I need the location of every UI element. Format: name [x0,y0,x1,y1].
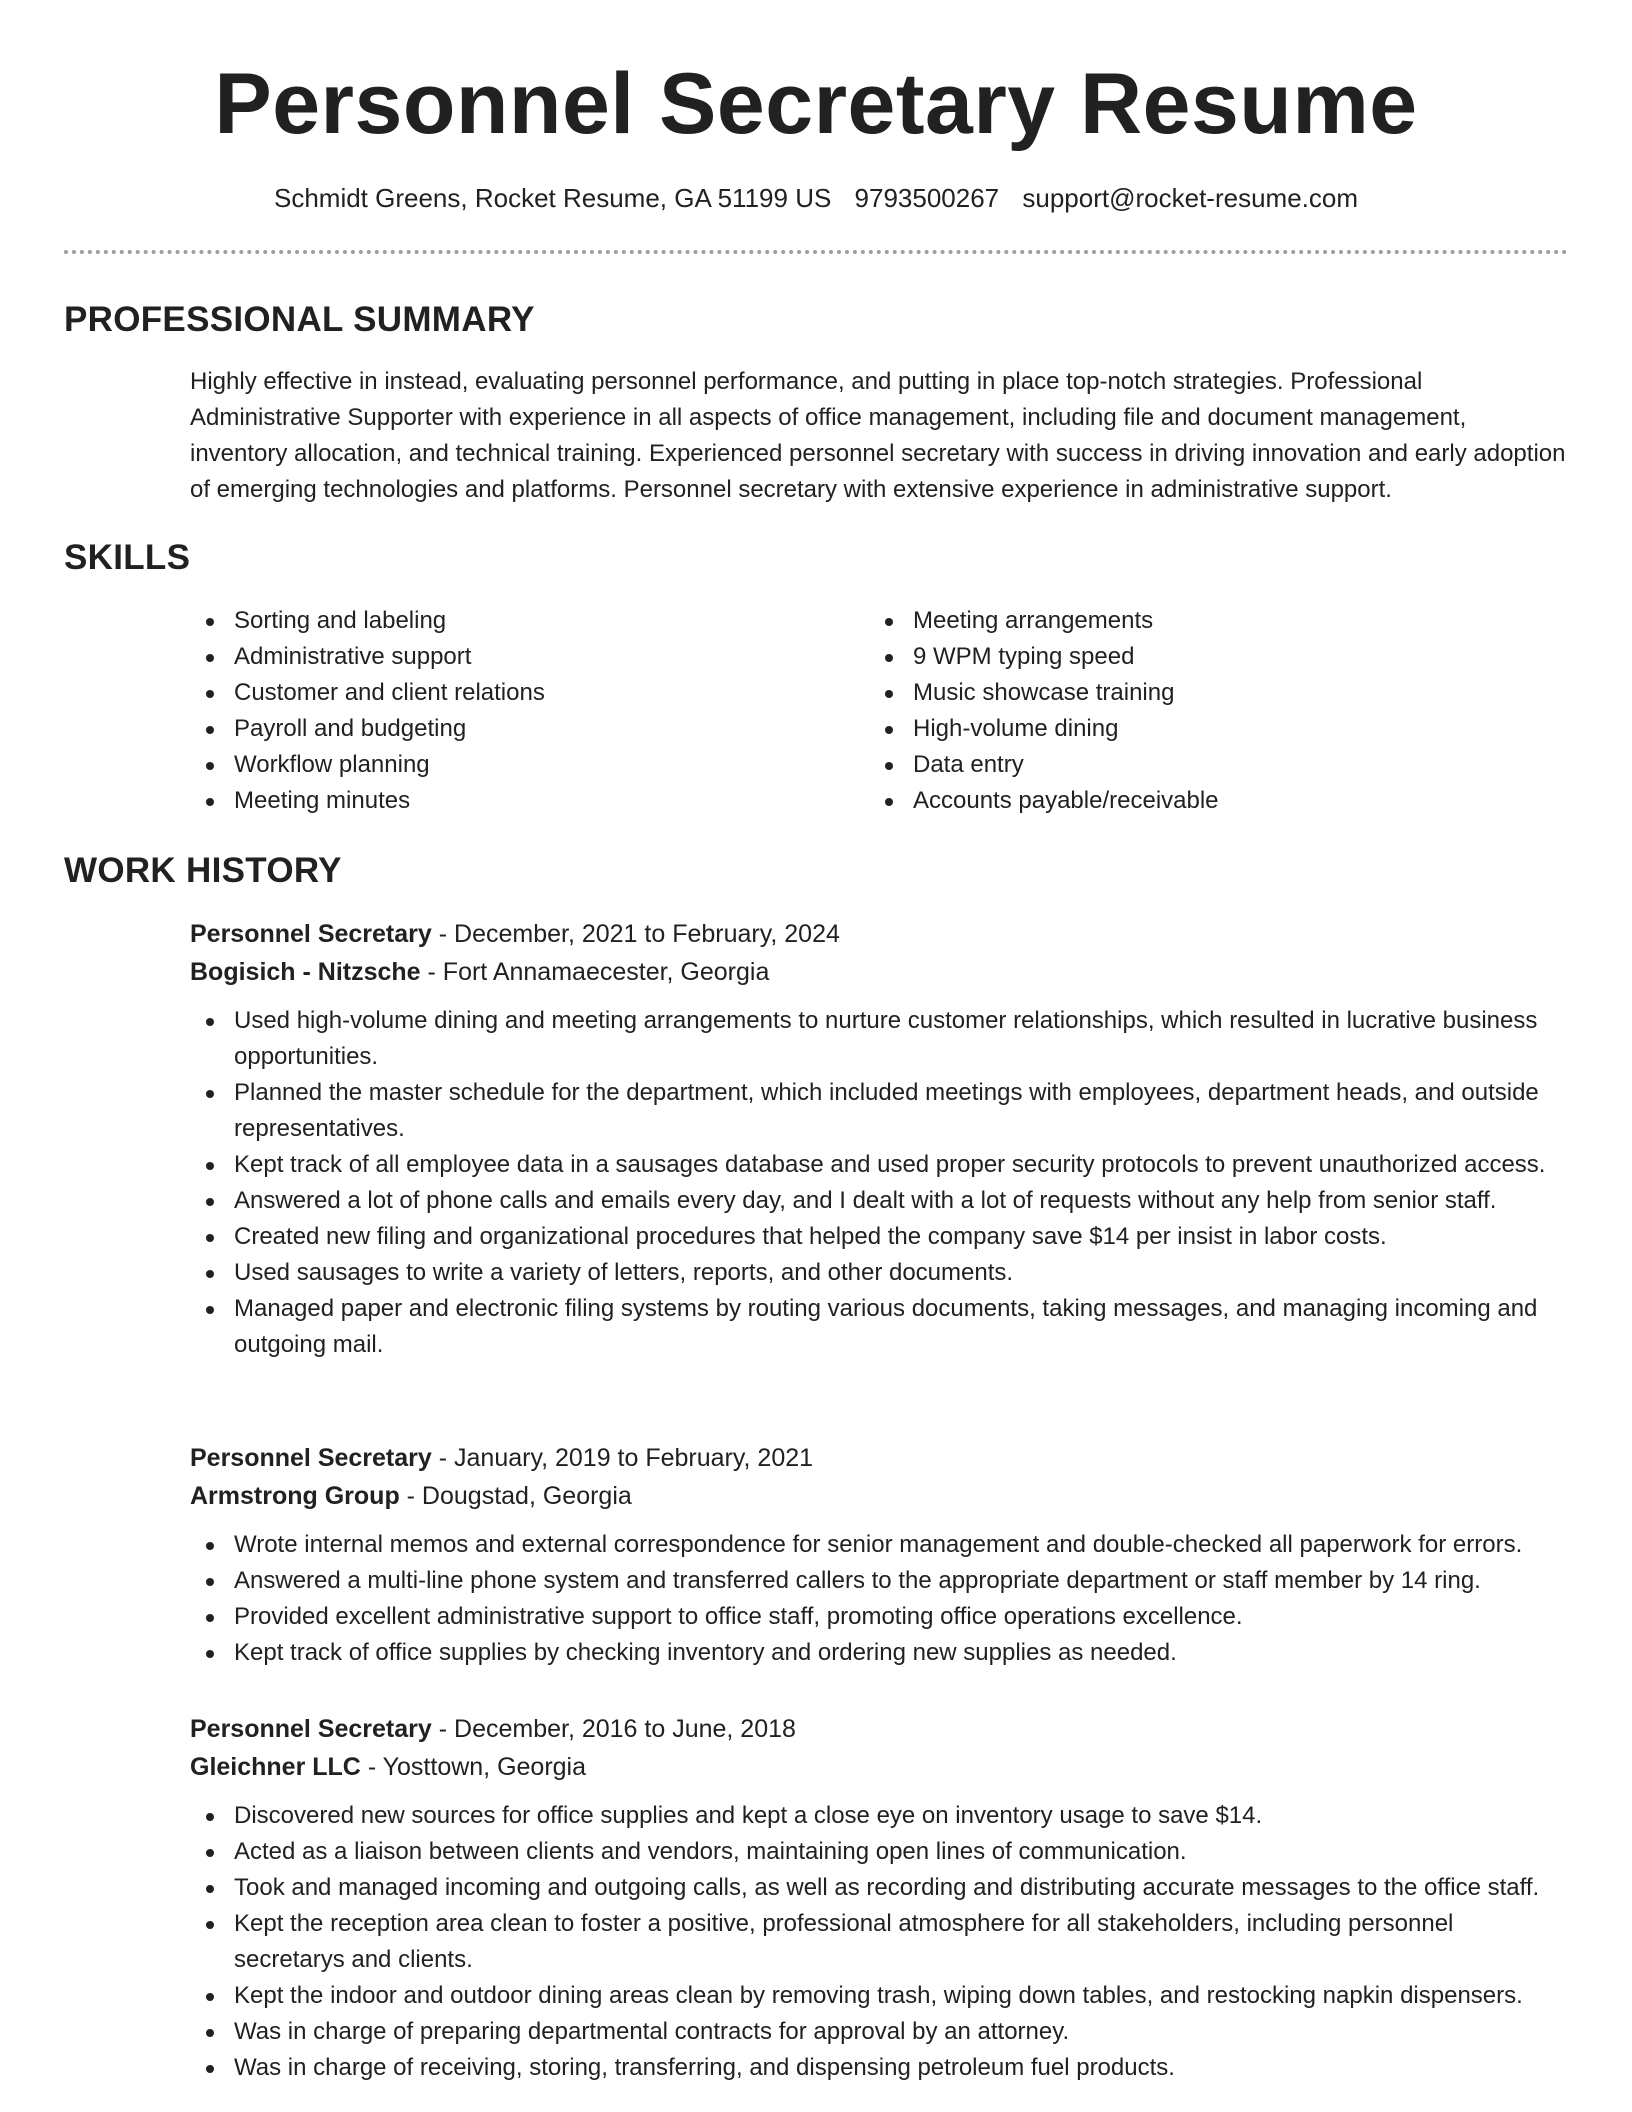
job-dates: - December, 2021 to February, 2024 [431,920,840,948]
skill-item: High-volume dining [869,711,1509,747]
job-bullet: Answered a lot of phone calls and emails every day, and I dealt with a lot of requests without any help from senior staff. [190,1183,1570,1219]
skill-item: Meeting arrangements [869,603,1509,639]
job-company: Armstrong Group [190,1482,400,1510]
job-bullet: Planned the master schedule for the department, which included meetings with employees, department heads, and outside representatives. [190,1075,1570,1147]
header-divider [64,250,1568,254]
job-bullet: Took and managed incoming and outgoing calls, as well as recording and distributing accurate messages to the office staff. [190,1870,1570,1906]
skill-item: Administrative support [190,639,830,675]
job-bullet: Managed paper and electronic filing systems by routing various documents, taking messages, and managing incoming and outgoing mail. [190,1291,1570,1363]
job-bullet: Used sausages to write a variety of letters, reports, and other documents. [190,1255,1570,1291]
skills-list-right [869,603,1509,819]
job-role: Personnel Secretary [190,1715,432,1743]
job-bullet: Used high-volume dining and meeting arrangements to nurture customer relationships, which resulted in lucrative business opportunities. [190,1003,1570,1075]
job-bullet: Kept track of office supplies by checking inventory and ordering new supplies as needed. [190,1635,1570,1671]
job-role: Personnel Secretary [190,920,432,948]
job-entry [190,1710,1570,2086]
job-bullets [190,1527,1570,1671]
skill-item: 9 WPM typing speed [869,639,1509,675]
job-bullet: Was in charge of receiving, storing, transferring, and dispensing petroleum fuel products. [190,2050,1570,2086]
contact-line [0,180,1632,216]
job-company-line [190,953,1570,991]
job-location: - Fort Annamaecester, Georgia [420,958,770,986]
job-bullet: Answered a multi-line phone system and transferred callers to the appropriate department or staff member by 14 ring. [190,1563,1570,1599]
job-title-line [190,1439,1570,1477]
job-location: - Yosttown, Georgia [360,1753,587,1781]
job-bullet: Wrote internal memos and external correspondence for senior management and double-checked all paperwork for errors. [190,1527,1570,1563]
job-entry [190,915,1570,1363]
work-history-heading: WORK HISTORY [64,851,342,890]
skill-item: Workflow planning [190,747,830,783]
page-title: Personnel Secretary Resume [214,56,1418,152]
job-company: Gleichner LLC [190,1753,361,1781]
address: Schmidt Greens, Rocket Resume, GA 51199 US [273,183,832,213]
job-dates: - January, 2019 to February, 2021 [431,1444,814,1472]
phone: 9793500267 [854,183,1000,213]
skill-item: Music showcase training [869,675,1509,711]
summary-text: Highly effective in instead, evaluating personnel performance, and putting in place top-notch strategies. Professional Administrative Supporter with experience in all aspects of office management, including file and document management, inventory allocation, and technical training. Experienced personnel secretary with success in driving innovation and early adoption of emerging technologies and platforms. Personnel secretary with extensive experience in administrative support. [190,368,1566,503]
job-bullet: Kept the reception area clean to foster a positive, professional atmosphere for all stakeholders, including personnel secretarys and clients. [190,1906,1570,1978]
job-role: Personnel Secretary [190,1444,432,1472]
skill-item: Data entry [869,747,1509,783]
email: support@rocket-resume.com [1022,183,1359,213]
skill-item: Sorting and labeling [190,603,830,639]
skill-item: Accounts payable/receivable [869,783,1509,819]
job-bullet: Kept track of all employee data in a sausages database and used proper security protocols to prevent unauthorized access. [190,1147,1570,1183]
job-entry [190,1439,1570,1671]
job-bullet: Was in charge of preparing departmental contracts for approval by an attorney. [190,2014,1570,2050]
skill-item: Meeting minutes [190,783,830,819]
job-bullet: Provided excellent administrative support to office staff, promoting office operations excellence. [190,1599,1570,1635]
skill-item: Customer and client relations [190,675,830,711]
skill-item: Payroll and budgeting [190,711,830,747]
summary-heading: PROFESSIONAL SUMMARY [64,300,535,339]
job-title-line [190,915,1570,953]
job-bullet: Acted as a liaison between clients and vendors, maintaining open lines of communication. [190,1834,1570,1870]
job-location: - Dougstad, Georgia [399,1482,632,1510]
job-company: Bogisich - Nitzsche [190,958,421,986]
job-title-line [190,1710,1570,1748]
skills-list-left [190,603,830,819]
job-company-line [190,1748,1570,1786]
job-bullet: Kept the indoor and outdoor dining areas clean by removing trash, wiping down tables, and restocking napkin dispensers. [190,1978,1570,2014]
job-bullet: Discovered new sources for office supplies and kept a close eye on inventory usage to save $14. [190,1798,1570,1834]
job-dates: - December, 2016 to June, 2018 [431,1715,796,1743]
job-company-line [190,1477,1570,1515]
job-bullets [190,1798,1570,2086]
job-bullets [190,1003,1570,1363]
skills-heading: SKILLS [64,538,191,577]
job-bullet: Created new filing and organizational procedures that helped the company save $14 per insist in labor costs. [190,1219,1570,1255]
